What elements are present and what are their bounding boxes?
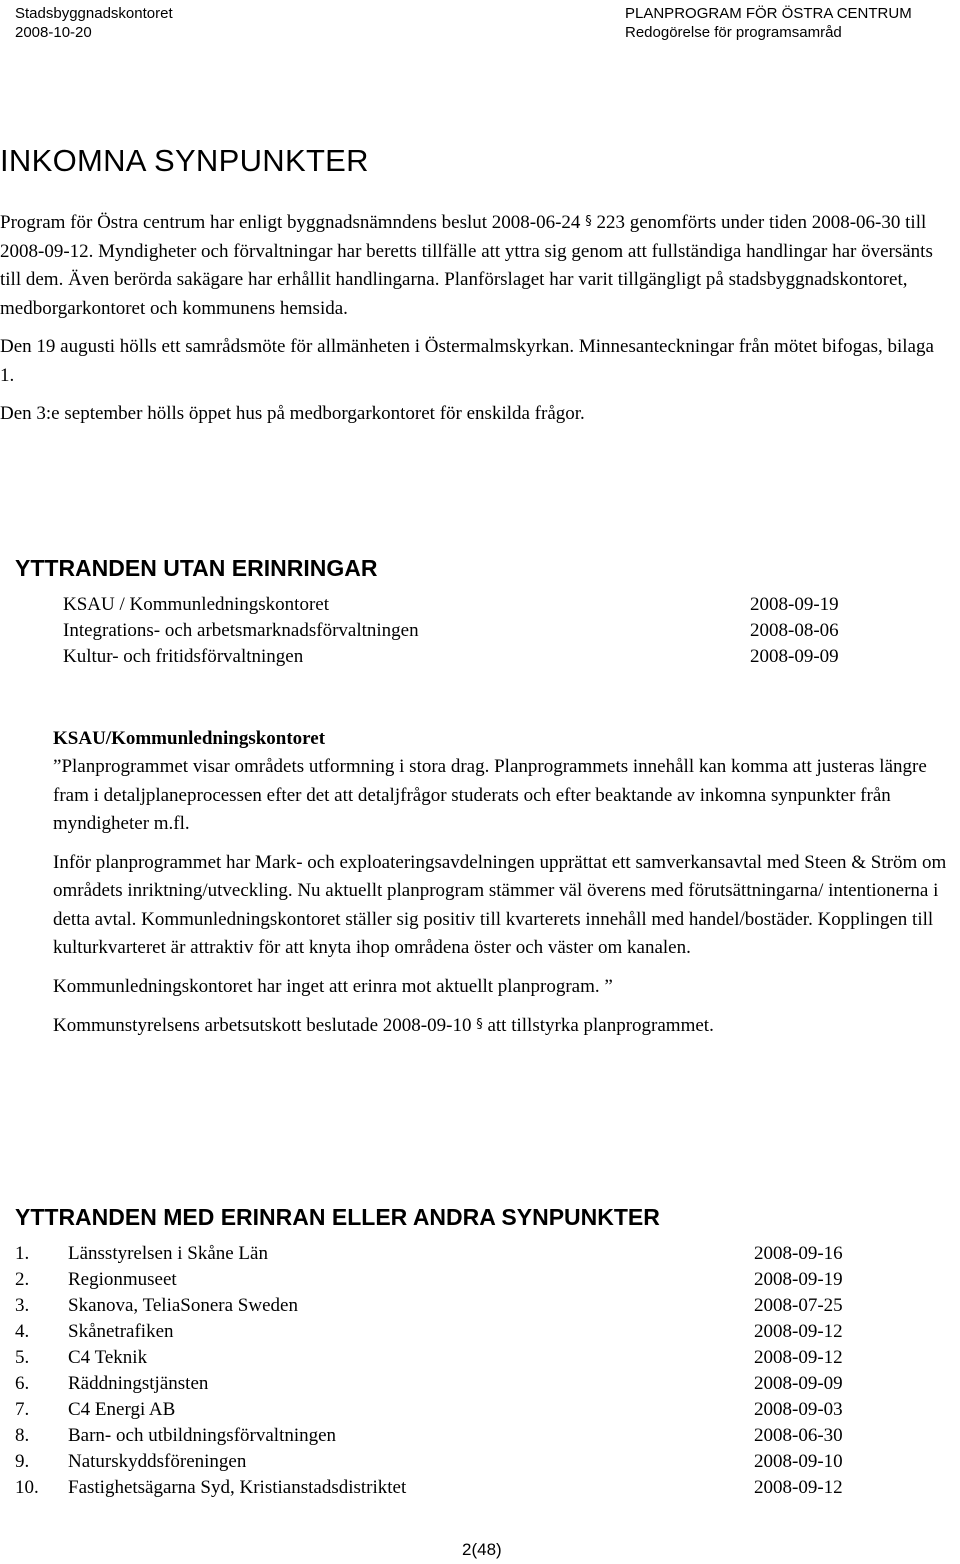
list-item-date: 2008-09-19 (754, 1269, 843, 1290)
ksau-paragraph-2: Inför planprogrammet har Mark- och exploateringsavdelningen upprättat ett samverkansavtal med Steen & Ström om områdets inriktning/utveckling. Nu aktuellt planprogram stämmer väl överens med förutsättningarna/ intentionerna i detta avtal. Kommunledningskontoret ställer sig positiv till kvarterets innehåll med handel/bostäder. Kopplingen till kulturkvarteret är attraktiv för att knyta ihop områdena öster och väster om kanalen. (53, 851, 947, 958)
header-doc-title: PLANPROGRAM FÖR ÖSTRA CENTRUM (625, 5, 912, 22)
list-item (15, 1449, 865, 1475)
list-item-org: Naturskyddsföreningen (68, 1451, 247, 1472)
list-item-date: 2008-09-12 (754, 1347, 843, 1368)
quote-close: ” (604, 975, 613, 997)
list-item-date: 2008-06-30 (754, 1425, 843, 1446)
ksau-paragraph-3 (53, 973, 960, 1002)
list-item-org: C4 Energi AB (68, 1399, 176, 1420)
header-org: Stadsbyggnadskontoret (15, 5, 173, 22)
list-item (63, 644, 863, 670)
intro-section (0, 208, 952, 439)
header-doc-subtitle: Redogörelse för programsamråd (625, 24, 842, 41)
list-item-number: 10. (15, 1477, 39, 1498)
list-item (63, 592, 863, 618)
intro-p1-text-b: 223 genomförts under tiden 2008-06-30 till 2008-09-12. Myndigheter och förvaltningar har beretts tillfälle att yttra sig genom att fullständiga handlingar har översänts till dem. Även berörda sakägare har erhållit handlingarna. Planförslaget har varit tillgängligt på stadsbyggnadskontoret, medborgarkontoret och kommunens hemsida. (0, 212, 933, 319)
list-item-org: Kultur- och fritidsförvaltningen (63, 646, 304, 667)
ksau-statement (53, 725, 960, 1051)
list-item (15, 1423, 865, 1449)
list-item (15, 1397, 865, 1423)
list-item-org: Räddningstjänsten (68, 1373, 209, 1394)
list-item-org: C4 Teknik (68, 1347, 148, 1368)
list-item-number: 8. (15, 1425, 30, 1446)
list-item (63, 618, 863, 644)
ksau-paragraph-1 (53, 753, 960, 839)
list-item-number: 5. (15, 1347, 30, 1368)
list-item-number: 9. (15, 1451, 30, 1472)
ksau-title: KSAU/Kommunledningskontoret (53, 728, 326, 749)
list-item-date: 2008-09-09 (754, 1373, 843, 1394)
list-item-number: 4. (15, 1321, 30, 1342)
list-item-org: Skånetrafiken (68, 1321, 174, 1342)
page-header-left (15, 4, 173, 42)
ksau-p4-text-b: att tillstyrka planprogrammet. (487, 1015, 714, 1036)
page-number: 2(48) (462, 1540, 502, 1559)
list-item (15, 1241, 865, 1267)
list-item-date: 2008-09-09 (750, 646, 839, 667)
list-item-number: 2. (15, 1269, 30, 1290)
intro-p1-text-a: Program för Östra centrum har enligt byggnadsnämndens beslut 2008-06-24 (0, 212, 581, 233)
ksau-paragraph-4 (53, 1011, 960, 1041)
list-item (15, 1371, 865, 1397)
list-item-date: 2008-08-06 (750, 620, 839, 641)
list-item-org: Skanova, TeliaSonera Sweden (68, 1295, 298, 1316)
paragraph-symbol: § (476, 1017, 483, 1032)
ksau-p4-text-a: Kommunstyrelsens arbetsutskott beslutade 2008-09-10 (53, 1015, 472, 1036)
section-heading-utan-erinringar: YTTRANDEN UTAN ERINRINGAR (15, 555, 378, 581)
med-erinran-list (15, 1241, 865, 1501)
list-item (15, 1293, 865, 1319)
quote-open: ” (53, 756, 62, 777)
list-item-date: 2008-09-12 (754, 1477, 843, 1498)
utan-erinringar-list (63, 592, 863, 670)
list-item (15, 1475, 865, 1501)
list-item-date: 2008-09-12 (754, 1321, 843, 1342)
header-date: 2008-10-20 (15, 24, 92, 41)
list-item-org: Länsstyrelsen i Skåne Län (68, 1243, 268, 1264)
paragraph-symbol: § (585, 214, 592, 229)
list-item-org: Fastighetsägarna Syd, Kristianstadsdistriktet (68, 1477, 407, 1498)
list-item-org: Regionmuseet (68, 1269, 177, 1290)
list-item (15, 1319, 865, 1345)
list-item-date: 2008-07-25 (754, 1295, 843, 1316)
section-heading-med-erinran: YTTRANDEN MED ERINRAN ELLER ANDRA SYNPUNKTER (15, 1204, 660, 1230)
intro-paragraph-3: Den 3:e september hölls öppet hus på medborgarkontoret för enskilda frågor. (0, 403, 585, 424)
ksau-p1-text: Planprogrammet visar områdets utformning i stora drag. Planprogrammets innehåll kan komma att justeras längre fram i detaljplaneprocessen efter det att detaljfrågor studerats och efter beaktande av inkomna synpunkter från myndigheter m.fl. (53, 756, 927, 834)
list-item-date: 2008-09-19 (750, 594, 839, 615)
list-item-date: 2008-09-03 (754, 1399, 843, 1420)
ksau-p3-text: Kommunledningskontoret har inget att erinra mot aktuellt planprogram. (53, 975, 600, 997)
list-item (15, 1267, 865, 1293)
list-item-number: 7. (15, 1399, 30, 1420)
list-item (15, 1345, 865, 1371)
list-item-org: Barn- och utbildningsförvaltningen (68, 1425, 337, 1446)
list-item-number: 6. (15, 1373, 30, 1394)
page-header-right (625, 4, 912, 42)
list-item-date: 2008-09-16 (754, 1243, 843, 1264)
list-item-org: Integrations- och arbetsmarknadsförvaltningen (63, 620, 419, 641)
list-item-number: 1. (15, 1243, 30, 1264)
intro-paragraph-1 (0, 208, 952, 323)
list-item-date: 2008-09-10 (754, 1451, 843, 1472)
intro-paragraph-2: Den 19 augusti hölls ett samrådsmöte för allmänheten i Östermalmskyrkan. Minnesanteckningar från mötet bifogas, bilaga 1. (0, 336, 934, 386)
list-item-number: 3. (15, 1295, 30, 1316)
list-item-org: KSAU / Kommunledningskontoret (63, 594, 329, 615)
main-heading: INKOMNA SYNPUNKTER (0, 143, 369, 178)
